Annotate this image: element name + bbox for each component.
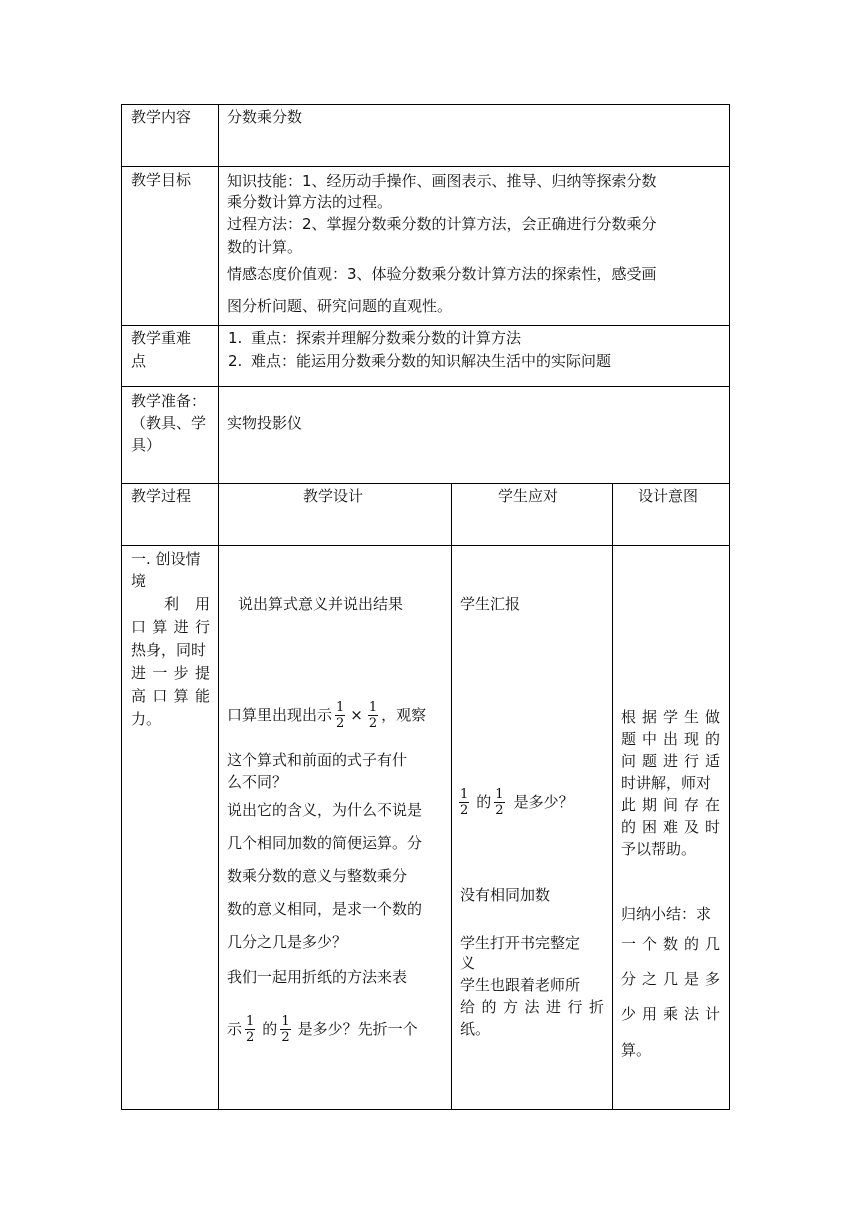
summary-text: 一 个 数 的 几	[621, 935, 720, 953]
response-text: 学生也跟着老师所	[460, 976, 581, 994]
objective-line: 乘分数计算方法的过程。	[227, 193, 393, 211]
design-text: 说出算式意义并说出结果	[238, 595, 404, 613]
design-text: 么不同？	[227, 773, 288, 791]
design-text: 这个算式和前面的式子有什	[227, 751, 408, 769]
fraction: $\frac{1}{2}$	[495, 787, 504, 818]
response-text: 学生汇报	[460, 595, 521, 613]
row-label-preparation: 具）	[131, 436, 162, 454]
response-text: 义	[460, 954, 476, 972]
preparation-content: 实物投影仪	[227, 414, 303, 432]
process-text: 热身，同时	[131, 641, 207, 659]
difficulty-text: 难点：能运用分数乘分数的知识解决生活中的实际问题	[251, 352, 612, 370]
header-response: 学生应对	[498, 487, 559, 505]
key-point-text: 重点：探索并理解分数乘分数的计算方法	[251, 329, 522, 347]
header-design: 教学设计	[303, 487, 364, 505]
row-label-key-points: 教学重难	[131, 329, 192, 347]
row-label-preparation: （教具、学	[131, 414, 207, 432]
header-intent: 设计意图	[638, 487, 699, 505]
design-text: 数乘分数的意义与整数乘分	[227, 867, 408, 885]
design-text: 几分之几是多少？	[227, 933, 348, 951]
intent-text: 问 题 进 行 适	[621, 752, 720, 770]
objective-line: 情感态度价值观：3、体验分数乘分数计算方法的探索性，感受画	[227, 265, 657, 283]
design-text: 是多少？先折一个	[297, 1020, 418, 1038]
response-text: 是多少？	[513, 793, 574, 811]
intent-text: 此 期 间 存 在	[621, 796, 720, 814]
summary-text: 少 用 乘 法 计	[621, 1005, 720, 1023]
intent-text: 根 据 学 生 做	[621, 708, 720, 726]
intent-text: 的 困 难 及 时	[621, 818, 720, 836]
fraction: $\frac{1}{2}$	[460, 787, 469, 818]
summary-text: 分 之 几 是 多	[621, 970, 720, 988]
intent-text: 时讲解，师对	[621, 774, 712, 792]
design-text: 说出它的含义，为什么不说是	[227, 801, 423, 819]
intent-text: 予以帮助。	[621, 840, 697, 858]
process-text: 利 用	[164, 595, 210, 613]
response-text: 没有相同加数	[460, 886, 551, 904]
design-text: 数的意义相同，是求一个数的	[227, 900, 423, 918]
process-text: 力。	[131, 710, 162, 728]
response-text: 的	[476, 793, 492, 811]
process-text: 境	[131, 572, 147, 590]
objective-line: 过程方法：2、掌握分数乘分数的计算方法，会正确进行分数乘分	[227, 215, 657, 233]
fraction: $\frac{1}{2}$	[246, 1014, 255, 1045]
intent-text: 题 中 出 现 的	[621, 730, 720, 748]
process-text: 口 算 进 行	[131, 618, 210, 636]
fraction: $\frac{1}{2}$	[368, 700, 378, 731]
objective-line: 图分析问题、研究问题的直观性。	[227, 297, 453, 315]
objective-line: 知识技能：1、经历动手操作、画图表示、推导、归纳等探索分数	[227, 172, 657, 190]
design-fraction-line	[227, 1012, 418, 1046]
row-label-content: 教学内容	[131, 108, 192, 126]
design-text: 我们一起用折纸的方法来表	[227, 968, 408, 986]
design-text: 的	[262, 1020, 278, 1038]
row-label-objectives: 教学目标	[131, 171, 192, 189]
objective-line: 数的计算。	[227, 238, 303, 256]
response-fraction-line	[456, 785, 574, 819]
response-text: 纸。	[460, 1020, 491, 1038]
design-fraction-line	[227, 698, 426, 732]
header-process: 教学过程	[131, 487, 192, 505]
design-text: 示	[227, 1020, 243, 1038]
response-text: 学生打开书完整定	[460, 934, 581, 952]
process-text: 一. 创设情	[131, 550, 201, 568]
fraction: $\frac{1}{2}$	[336, 700, 345, 731]
summary-text: 算。	[621, 1041, 652, 1059]
process-text: 进 一 步 提	[131, 664, 210, 682]
response-text: 给 的 方 法 进 行 折	[460, 998, 604, 1016]
row-label-key-points: 点	[131, 352, 147, 370]
design-text: 几个相同加数的简便运算。分	[227, 834, 423, 852]
design-text: 口算里出现出示	[227, 706, 333, 724]
fraction: $\frac{1}{2}$	[281, 1014, 290, 1045]
process-text: 高 口 算 能	[131, 687, 210, 705]
list-number: 1.	[228, 329, 243, 347]
lesson-topic: 分数乘分数	[227, 108, 303, 126]
design-text: ，观察	[381, 706, 427, 724]
row-label-preparation: 教学准备：	[131, 392, 207, 410]
summary-text: 归纳小结：求	[621, 905, 712, 923]
list-number: 2.	[228, 352, 243, 370]
times-sign: ×	[350, 706, 363, 724]
